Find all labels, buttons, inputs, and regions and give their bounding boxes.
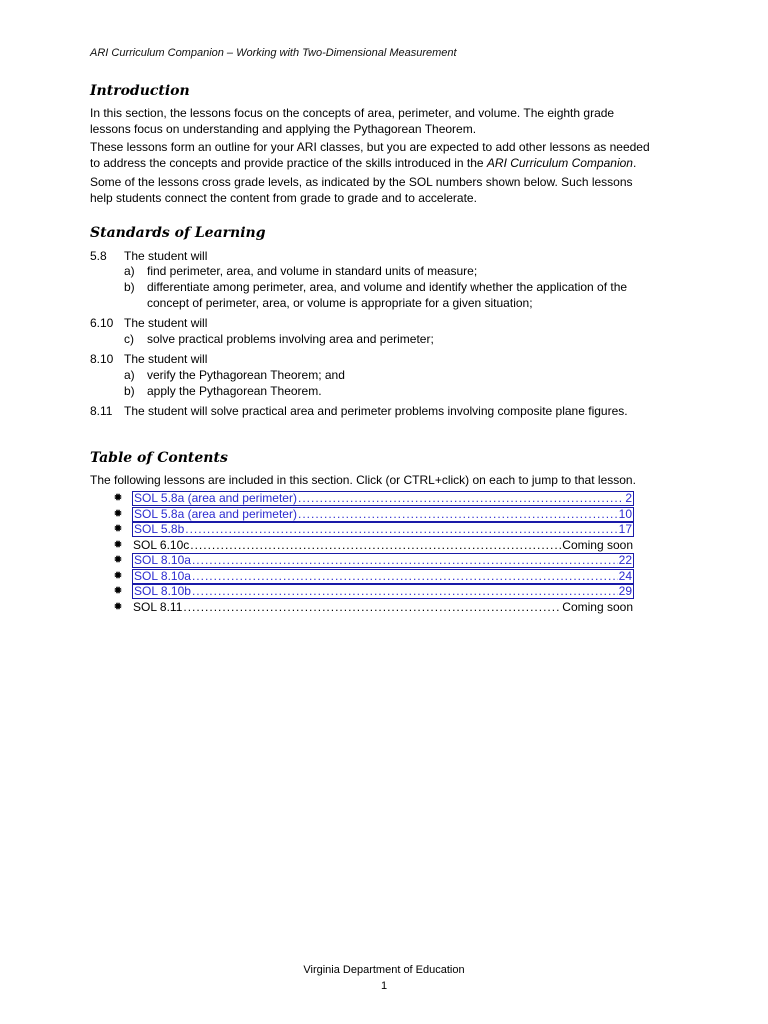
toc-link-sol-8-10a-p24[interactable]: [132, 569, 634, 584]
sub-item-text: solve practical problems involving area and perimeter;: [147, 332, 434, 346]
sub-item-letter: a): [124, 264, 135, 278]
star-bullet-icon: ✹: [113, 492, 123, 504]
page-footer: [0, 962, 768, 994]
toc-item: [112, 600, 642, 616]
toc-page-number: 10: [618, 506, 632, 521]
toc-leader-dots: [190, 538, 561, 552]
introduction-paragraph-3: Some of the lessons cross grade levels, as indicated by the SOL numbers shown below. Such lessons help students connect the content from grade to grade and to accelerate.: [90, 175, 633, 205]
toc-list: [112, 491, 642, 615]
introduction-paragraph-1: In this section, the lessons focus on the concepts of area, perimeter, and volume. The eighth grade lessons focus on understanding and applying the Pythagorean Theorem.: [90, 106, 615, 136]
running-header: ARI Curriculum Companion – Working with Two-Dimensional Measurement: [90, 47, 457, 59]
standard-text: The student will solve practical area and perimeter problems involving composite plane figures.: [124, 404, 628, 418]
toc-label: SOL 5.8a (area and perimeter): [134, 506, 297, 521]
standard-number: 8.10: [90, 352, 114, 366]
toc-page-number: 2: [625, 491, 632, 505]
toc-link-sol-5-8a-p10[interactable]: [132, 507, 634, 522]
star-bullet-icon: ✹: [113, 507, 123, 520]
standard-number: 8.11: [90, 404, 113, 418]
toc-link-sol-8-10b[interactable]: [132, 584, 634, 599]
toc-leader-dots: [192, 585, 618, 598]
standard-text: The student will: [124, 249, 208, 263]
sub-item-letter: b): [124, 384, 135, 398]
toc-leader-dots: [298, 492, 624, 505]
star-bullet-icon: ✹: [113, 538, 123, 551]
star-bullet-icon: ✹: [113, 600, 123, 613]
footer-organization: Virginia Department of Education: [303, 964, 465, 976]
sub-item-text: differentiate among perimeter, area, and volume and identify whether the application of the concept of perimeter, area, or volume is appropriate for a given situation;: [147, 280, 628, 310]
standard-number: 6.10: [90, 316, 114, 330]
toc-label: SOL 8.11: [133, 599, 183, 614]
toc-entry-sol-6-10c: [132, 538, 634, 552]
toc-intro: The following lessons are included in this section. Click (or CTRL+click) on each to jump to that lesson.: [90, 473, 636, 487]
toc-leader-dots: [298, 508, 618, 521]
introduction-paragraph-2: [90, 140, 650, 171]
toc-page-number: 17: [618, 522, 632, 536]
toc-link-sol-8-10a-p22[interactable]: [132, 553, 634, 568]
sub-item-text: apply the Pythagorean Theorem.: [147, 384, 322, 398]
standard-text: The student will: [124, 316, 208, 330]
toc-leader-dots: [185, 523, 617, 536]
sub-item-letter: a): [124, 368, 135, 382]
sub-item-letter: b): [124, 280, 135, 294]
toc-item: [112, 584, 642, 600]
toc-label: SOL 5.8a (area and perimeter): [134, 491, 297, 505]
toc-item: [112, 538, 642, 554]
sub-item-letter: c): [124, 332, 134, 346]
standard-number: 5.8: [90, 249, 107, 263]
toc-item: [112, 507, 642, 523]
toc-page-number: 22: [618, 553, 632, 567]
toc-heading: Table of Contents: [90, 450, 228, 466]
toc-page-number: Coming soon: [562, 599, 633, 614]
sub-item-text: find perimeter, area, and volume in standard units of measure;: [147, 264, 478, 278]
toc-label: SOL 8.10a: [134, 568, 191, 583]
paragraph-text: These lessons form an outline for your ARI classes, but you are expected to add other lessons as needed to address the concepts and provide practice of the skills introduced in the: [90, 140, 650, 170]
introduction-heading: Introduction: [90, 83, 190, 99]
toc-entry-sol-8-11: [132, 600, 634, 614]
toc-item: [112, 491, 642, 507]
toc-item: [112, 553, 642, 569]
toc-label: SOL 5.8b: [134, 522, 185, 536]
toc-leader-dots: [192, 570, 618, 583]
toc-leader-dots: [183, 600, 561, 614]
standards-heading: Standards of Learning: [90, 225, 266, 241]
paragraph-text: .: [632, 155, 637, 170]
footer-page-number: 1: [380, 980, 388, 992]
toc-leader-dots: [192, 554, 618, 567]
toc-page-number: Coming soon: [562, 537, 633, 552]
toc-item: [112, 569, 642, 585]
standard-text: The student will: [124, 352, 208, 366]
toc-page-number: 24: [618, 568, 632, 583]
sub-item-text: verify the Pythagorean Theorem; and: [147, 368, 345, 382]
companion-title-italic: ARI Curriculum Companion: [486, 155, 633, 170]
toc-label: SOL 6.10c: [133, 537, 190, 552]
toc-page-number: 29: [618, 584, 632, 598]
star-bullet-icon: ✹: [113, 523, 123, 535]
toc-link-sol-5-8b[interactable]: [132, 522, 634, 537]
star-bullet-icon: ✹: [113, 554, 123, 566]
toc-label: SOL 8.10b: [134, 584, 191, 598]
toc-link-sol-5-8a-p2[interactable]: [132, 491, 634, 506]
toc-label: SOL 8.10a: [134, 553, 191, 567]
star-bullet-icon: ✹: [113, 585, 123, 597]
toc-item: [112, 522, 642, 538]
star-bullet-icon: ✹: [113, 569, 123, 582]
